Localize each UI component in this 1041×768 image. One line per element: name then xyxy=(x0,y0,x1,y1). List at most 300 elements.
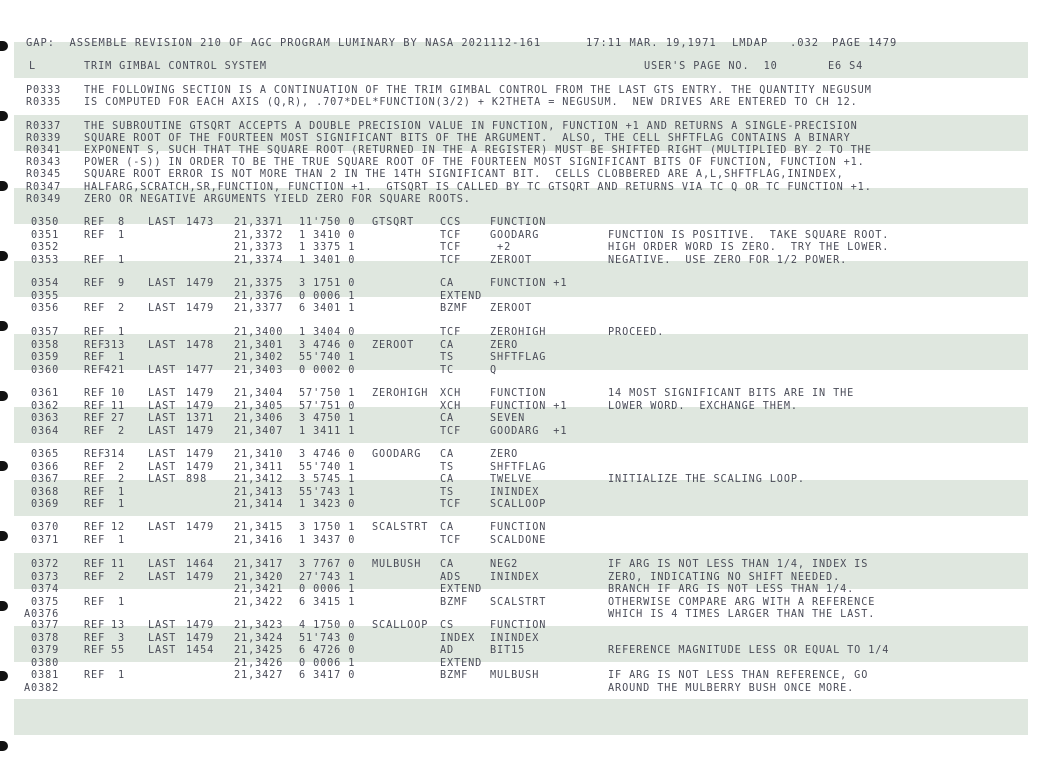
ref-count: 10 xyxy=(111,388,126,399)
opcode: TCF xyxy=(440,242,462,253)
address: 21,3375 xyxy=(234,278,284,289)
line-number: 0366 xyxy=(31,461,60,473)
remark: 14 MOST SIGNIFICANT BITS ARE IN THE xyxy=(608,388,855,399)
octal-code: 3 5745 1 xyxy=(299,474,356,485)
address: 21,3417 xyxy=(234,559,284,570)
last-page: 1479 xyxy=(186,400,215,412)
operand: FUNCTION +1 xyxy=(490,278,568,289)
greenbar-band xyxy=(14,699,1028,735)
line-number: 0381 xyxy=(31,670,60,681)
last-keyword: LAST xyxy=(148,632,177,644)
line-number: 0380 xyxy=(31,657,60,669)
line-number: 0351 xyxy=(31,229,60,241)
ref-count: 9 xyxy=(118,278,126,289)
label: ZEROOT xyxy=(372,339,415,351)
octal-code: 0 0006 1 xyxy=(299,290,356,302)
operand: GOODARG xyxy=(490,229,540,241)
line-number: 0371 xyxy=(31,534,60,546)
octal-code: 1 3411 1 xyxy=(299,425,356,437)
opcode: CA xyxy=(440,559,455,570)
operand: ZEROOT xyxy=(490,303,533,314)
operand: SHFTFLAG xyxy=(490,352,547,363)
feed-hole xyxy=(0,531,8,541)
ref-keyword: REF xyxy=(84,339,106,351)
last-page: 1479 xyxy=(186,303,215,314)
operand: FUNCTION xyxy=(490,620,547,631)
address: 21,3403 xyxy=(234,364,284,376)
line-number: 0379 xyxy=(31,645,60,656)
ref-keyword: REF xyxy=(84,364,106,376)
ref-keyword: REF xyxy=(84,620,106,631)
last-page: 1479 xyxy=(186,632,215,644)
label: MULBUSH xyxy=(372,559,422,570)
comment-line-text: IS COMPUTED FOR EACH AXIS (Q,R), .707*DEL*FUNCTION(3/2) + K2THETA = NEGUSUM. NEW DRIVES ARE ENTERED TO CH 12. xyxy=(84,97,858,108)
ref-count: 2 xyxy=(118,303,126,314)
octal-code: 1 3375 1 xyxy=(299,242,356,253)
subheader-letter: L xyxy=(29,61,37,72)
ref-keyword: REF xyxy=(84,571,106,583)
label: GTSQRT xyxy=(372,217,415,228)
opcode: CA xyxy=(440,474,455,485)
opcode: TS xyxy=(440,352,455,363)
octal-code: 3 4746 0 xyxy=(299,339,356,351)
comment-line-id: R0337 xyxy=(26,121,62,132)
operand: ZEROOT xyxy=(490,254,533,266)
opcode: BZMF xyxy=(440,303,469,314)
operand: SCALLOOP xyxy=(490,499,547,510)
ref-count: 313 xyxy=(104,339,126,351)
address: 21,3405 xyxy=(234,400,284,412)
operand: SCALSTRT xyxy=(490,596,547,608)
ref-keyword: REF xyxy=(84,670,106,681)
line-number: 0350 xyxy=(31,217,60,228)
operand: ZERO xyxy=(490,339,519,351)
address: 21,3425 xyxy=(234,645,284,656)
comment-line-text: POWER (-S)) IN ORDER TO BE THE TRUE SQUARE ROOT OF THE FOURTEEN MOST SIGNIFICANT BITS OF FUNCTION, FUNCTION +1. xyxy=(84,157,865,169)
opcode: BZMF xyxy=(440,596,469,608)
line-number: 0370 xyxy=(31,522,60,533)
ref-count: 2 xyxy=(118,474,126,485)
ref-count: 1 xyxy=(118,670,126,681)
remark: NEGATIVE. USE ZERO FOR 1/2 POWER. xyxy=(608,254,848,266)
ref-keyword: REF xyxy=(84,559,106,570)
comment-line-text: THE FOLLOWING SECTION IS A CONTINUATION OF THE TRIM GIMBAL CONTROL FROM THE LAST GTS ENTRY. THE QUANTITY NEGUSUM xyxy=(84,85,872,96)
comment-line-text: ZERO OR NEGATIVE ARGUMENTS YIELD ZERO FOR SQUARE ROOTS. xyxy=(84,193,471,205)
comment-line-id: R0343 xyxy=(26,157,62,169)
address: 21,3400 xyxy=(234,327,284,338)
remark: IF ARG IS NOT LESS THAN 1/4, INDEX IS xyxy=(608,559,869,570)
octal-code: 57'750 1 xyxy=(299,388,356,399)
last-keyword: LAST xyxy=(148,339,177,351)
subheader-title: TRIM GIMBAL CONTROL SYSTEM xyxy=(84,61,267,72)
operand: FUNCTION xyxy=(490,522,547,533)
feed-hole xyxy=(0,181,8,191)
last-page: 1477 xyxy=(186,364,215,376)
opcode: AD xyxy=(440,645,455,656)
last-keyword: LAST xyxy=(148,388,177,399)
operand: MULBUSH xyxy=(490,670,540,681)
last-keyword: LAST xyxy=(148,522,177,533)
octal-code: 55'740 1 xyxy=(299,352,356,363)
ref-count: 1 xyxy=(118,254,126,266)
ref-keyword: REF xyxy=(84,388,106,399)
opcode: TCF xyxy=(440,534,462,546)
address: 21,3416 xyxy=(234,534,284,546)
subheader-section: E6 S4 xyxy=(828,61,864,72)
last-page: 1479 xyxy=(186,388,215,399)
line-number: 0369 xyxy=(31,499,60,510)
comment-line-text: SQUARE ROOT OF THE FOURTEEN MOST SIGNIFICANT BITS OF THE ARGUMENT. ALSO, THE CELL SHFTFLAG CONTAINS A BINARY xyxy=(84,133,851,145)
line-number: 0357 xyxy=(31,327,60,338)
ref-keyword: REF xyxy=(84,645,106,656)
remark: AROUND THE MULBERRY BUSH ONCE MORE. xyxy=(608,682,855,694)
address: 21,3377 xyxy=(234,303,284,314)
line-number: 0362 xyxy=(31,400,60,412)
octal-code: 6 3401 1 xyxy=(299,303,356,314)
octal-code: 3 1751 0 xyxy=(299,278,356,289)
ref-keyword: REF xyxy=(84,522,106,533)
last-keyword: LAST xyxy=(148,474,177,485)
remark: LOWER WORD. EXCHANGE THEM. xyxy=(608,400,798,412)
operand: BIT15 xyxy=(490,645,526,656)
opcode: TC xyxy=(440,364,455,376)
opcode: TCF xyxy=(440,425,462,437)
ref-count: 13 xyxy=(111,620,126,631)
opcode: EXTEND xyxy=(440,584,483,595)
ref-keyword: REF xyxy=(84,254,106,266)
address: 21,3424 xyxy=(234,632,284,644)
ref-count: 1 xyxy=(118,486,126,498)
address: 21,3414 xyxy=(234,499,284,510)
operand: SEVEN xyxy=(490,413,526,424)
octal-code: 27'743 1 xyxy=(299,571,356,583)
remark: FUNCTION IS POSITIVE. TAKE SQUARE ROOT. xyxy=(608,229,890,241)
subheader-user-page: USER'S PAGE NO. 10 xyxy=(644,61,778,72)
operand: TWELVE xyxy=(490,474,533,485)
opcode: CA xyxy=(440,522,455,533)
ref-keyword: REF xyxy=(84,229,106,241)
address: 21,3406 xyxy=(234,413,284,424)
comment-line-text: SQUARE ROOT ERROR IS NOT MORE THAN 2 IN THE 14TH SIGNIFICANT BIT. CELLS CLOBBERED ARE A,L,SHFTFLAG,ININDEX, xyxy=(84,169,844,181)
address: 21,3423 xyxy=(234,620,284,631)
ref-keyword: REF xyxy=(84,327,106,338)
operand: SCALDONE xyxy=(490,534,547,546)
header-time: 17:11 MAR. 19,1971 xyxy=(586,37,717,49)
last-keyword: LAST xyxy=(148,425,177,437)
ref-keyword: REF xyxy=(84,278,106,289)
line-number: 0360 xyxy=(31,364,60,376)
line-number: 0368 xyxy=(31,486,60,498)
octal-code: 6 3417 0 xyxy=(299,670,356,681)
last-page: 1464 xyxy=(186,559,215,570)
line-number: 0375 xyxy=(31,596,60,608)
address: 21,3371 xyxy=(234,217,284,228)
last-page: 898 xyxy=(186,474,208,485)
octal-code: 0 0006 1 xyxy=(299,584,356,595)
address: 21,3402 xyxy=(234,352,284,363)
opcode: CA xyxy=(440,449,455,460)
opcode: CA xyxy=(440,339,455,351)
opcode: XCH xyxy=(440,388,462,399)
ref-keyword: REF xyxy=(84,425,106,437)
ref-keyword: REF xyxy=(84,534,106,546)
ref-count: 314 xyxy=(104,449,126,460)
line-number: 0367 xyxy=(31,474,60,485)
address: 21,3415 xyxy=(234,522,284,533)
ref-count: 421 xyxy=(104,364,126,376)
operand: ININDEX xyxy=(490,632,540,644)
label: ZEROHIGH xyxy=(372,388,429,399)
last-page: 1479 xyxy=(186,620,215,631)
opcode: INDEX xyxy=(440,632,476,644)
ref-keyword: REF xyxy=(84,217,106,228)
operand: ININDEX xyxy=(490,486,540,498)
feed-hole xyxy=(0,41,8,51)
feed-hole xyxy=(0,251,8,261)
line-number: 0377 xyxy=(31,620,60,631)
line-number: 0374 xyxy=(31,584,60,595)
ref-count: 11 xyxy=(111,400,126,412)
address: 21,3420 xyxy=(234,571,284,583)
opcode: BZMF xyxy=(440,670,469,681)
octal-code: 3 4746 0 xyxy=(299,449,356,460)
line-number: 0352 xyxy=(31,242,60,253)
octal-code: 0 0006 1 xyxy=(299,657,356,669)
opcode: TCF xyxy=(440,499,462,510)
opcode: TS xyxy=(440,486,455,498)
remark: HIGH ORDER WORD IS ZERO. TRY THE LOWER. xyxy=(608,242,890,253)
ref-keyword: REF xyxy=(84,474,106,485)
ref-keyword: REF xyxy=(84,499,106,510)
ref-count: 3 xyxy=(118,632,126,644)
last-keyword: LAST xyxy=(148,461,177,473)
comment-line-text: HALFARG,SCRATCH,SR,FUNCTION, FUNCTION +1. GTSQRT IS CALLED BY TC GTSQRT AND RETURNS VIA TC Q OR TC FUNCTION +1. xyxy=(84,181,872,193)
header-code: .032 xyxy=(790,37,820,49)
ref-count: 2 xyxy=(118,425,126,437)
opcode: EXTEND xyxy=(440,290,483,302)
octal-code: 1 3423 0 xyxy=(299,499,356,510)
line-number: 0373 xyxy=(31,571,60,583)
last-keyword: LAST xyxy=(148,413,177,424)
ref-count: 2 xyxy=(118,461,126,473)
ref-keyword: REF xyxy=(84,413,106,424)
line-number: 0361 xyxy=(31,388,60,399)
remark: REFERENCE MAGNITUDE LESS OR EQUAL TO 1/4 xyxy=(608,645,890,656)
octal-code: 3 1750 1 xyxy=(299,522,356,533)
address: 21,3410 xyxy=(234,449,284,460)
line-number: 0372 xyxy=(31,559,60,570)
address: 21,3413 xyxy=(234,486,284,498)
opcode: CA xyxy=(440,278,455,289)
octal-code: 55'740 1 xyxy=(299,461,356,473)
octal-code: 6 4726 0 xyxy=(299,645,356,656)
comment-line-text: EXPONENT S, SUCH THAT THE SQUARE ROOT (RETURNED IN THE A REGISTER) MUST BE SHIFTED RIGHT (MULTIPLIED BY 2 TO THE xyxy=(84,145,872,157)
ref-count: 1 xyxy=(118,229,126,241)
remark: PROCEED. xyxy=(608,327,665,338)
feed-hole xyxy=(0,461,8,471)
ref-count: 1 xyxy=(118,327,126,338)
opcode: EXTEND xyxy=(440,657,483,669)
ref-keyword: REF xyxy=(84,461,106,473)
last-keyword: LAST xyxy=(148,364,177,376)
last-page: 1478 xyxy=(186,339,215,351)
feed-hole xyxy=(0,391,8,401)
feed-hole xyxy=(0,601,8,611)
octal-code: 3 7767 0 xyxy=(299,559,356,570)
comment-line-id: R0347 xyxy=(26,181,62,193)
ref-keyword: REF xyxy=(84,596,106,608)
ref-keyword: REF xyxy=(84,303,106,314)
line-number: 0364 xyxy=(31,425,60,437)
line-number: 0378 xyxy=(31,632,60,644)
octal-code: 3 4750 1 xyxy=(299,413,356,424)
feed-hole xyxy=(0,321,8,331)
last-page: 1479 xyxy=(186,278,215,289)
address: 21,3427 xyxy=(234,670,284,681)
octal-code: 57'751 0 xyxy=(299,400,356,412)
remark: BRANCH IF ARG IS NOT LESS THAN 1/4. xyxy=(608,584,855,595)
remark: ZERO, INDICATING NO SHIFT NEEDED. xyxy=(608,571,841,583)
operand: ININDEX xyxy=(490,571,540,583)
feed-hole xyxy=(0,111,8,121)
octal-code: 0 0002 0 xyxy=(299,364,356,376)
address: 21,3376 xyxy=(234,290,284,302)
octal-code: 1 3404 0 xyxy=(299,327,356,338)
address: 21,3401 xyxy=(234,339,284,351)
line-number: 0353 xyxy=(31,254,60,266)
ref-count: 1 xyxy=(118,534,126,546)
header-page-number: PAGE 1479 xyxy=(832,37,898,49)
label: SCALLOOP xyxy=(372,620,429,631)
opcode: XCH xyxy=(440,400,462,412)
opcode: TCF xyxy=(440,327,462,338)
remark: OTHERWISE COMPARE ARG WITH A REFERENCE xyxy=(608,596,876,608)
opcode: TS xyxy=(440,461,455,473)
operand: FUNCTION +1 xyxy=(490,400,568,412)
line-number: 0359 xyxy=(31,352,60,363)
ref-count: 1 xyxy=(118,499,126,510)
last-page: 1479 xyxy=(186,425,215,437)
last-keyword: LAST xyxy=(148,303,177,314)
line-number: 0354 xyxy=(31,278,60,289)
operand: ZERO xyxy=(490,449,519,460)
ref-keyword: REF xyxy=(84,449,106,460)
label: SCALSTRT xyxy=(372,522,429,533)
line-number: 0355 xyxy=(31,290,60,302)
ref-count: 1 xyxy=(118,352,126,363)
address: 21,3407 xyxy=(234,425,284,437)
comment-line-id: R0341 xyxy=(26,145,62,157)
last-keyword: LAST xyxy=(148,449,177,460)
last-page: 1479 xyxy=(186,571,215,583)
header-user: LMDAP xyxy=(732,37,769,49)
last-keyword: LAST xyxy=(148,620,177,631)
ref-count: 12 xyxy=(111,522,126,533)
operand: ZEROHIGH xyxy=(490,327,547,338)
address: 21,3373 xyxy=(234,242,284,253)
octal-code: 1 3437 0 xyxy=(299,534,356,546)
octal-code: 1 3401 0 xyxy=(299,254,356,266)
last-page: 1479 xyxy=(186,461,215,473)
ref-keyword: REF xyxy=(84,400,106,412)
label: GOODARG xyxy=(372,449,422,460)
comment-line-id: R0349 xyxy=(26,193,62,205)
operand: +2 xyxy=(490,242,512,253)
ref-count: 27 xyxy=(111,413,126,424)
address: 21,3404 xyxy=(234,388,284,399)
last-keyword: LAST xyxy=(148,278,177,289)
address: 21,3422 xyxy=(234,596,284,608)
opcode: CA xyxy=(440,413,455,424)
ref-count: 8 xyxy=(118,217,126,228)
remark: WHICH IS 4 TIMES LARGER THAN THE LAST. xyxy=(608,609,876,620)
octal-code: 4 1750 0 xyxy=(299,620,356,631)
line-number: A0376 xyxy=(24,609,60,620)
address: 21,3412 xyxy=(234,474,284,485)
operand: SHFTFLAG xyxy=(490,461,547,473)
octal-code: 6 3415 1 xyxy=(299,596,356,608)
octal-code: 55'743 1 xyxy=(299,486,356,498)
comment-line-text: THE SUBROUTINE GTSQRT ACCEPTS A DOUBLE PRECISION VALUE IN FUNCTION, FUNCTION +1 AND RETURNS A SINGLE-PRECISION xyxy=(84,121,858,132)
ref-keyword: REF xyxy=(84,632,106,644)
feed-hole xyxy=(0,741,8,751)
address: 21,3411 xyxy=(234,461,284,473)
last-page: 1479 xyxy=(186,449,215,460)
last-keyword: LAST xyxy=(148,559,177,570)
operand: NEG2 xyxy=(490,559,519,570)
last-page: 1479 xyxy=(186,522,215,533)
header-title: GAP: ASSEMBLE REVISION 210 OF AGC PROGRAM LUMINARY BY NASA 2021112-161 xyxy=(26,37,542,49)
line-number: 0356 xyxy=(31,303,60,314)
opcode: TCF xyxy=(440,229,462,241)
address: 21,3374 xyxy=(234,254,284,266)
ref-count: 2 xyxy=(118,571,126,583)
octal-code: 1 3410 0 xyxy=(299,229,356,241)
ref-count: 11 xyxy=(111,559,126,570)
remark: INITIALIZE THE SCALING LOOP. xyxy=(608,474,805,485)
last-keyword: LAST xyxy=(148,217,177,228)
operand: FUNCTION xyxy=(490,217,547,228)
opcode: ADS xyxy=(440,571,462,583)
opcode: CCS xyxy=(440,217,462,228)
opcode: TCF xyxy=(440,254,462,266)
comment-line-id: P0333 xyxy=(26,85,62,96)
address: 21,3372 xyxy=(234,229,284,241)
comment-line-id: R0335 xyxy=(26,97,62,108)
comment-line-id: R0345 xyxy=(26,169,62,181)
last-page: 1473 xyxy=(186,217,215,228)
ref-keyword: REF xyxy=(84,352,106,363)
line-number: 0358 xyxy=(31,339,60,351)
last-keyword: LAST xyxy=(148,571,177,583)
address: 21,3421 xyxy=(234,584,284,595)
ref-count: 1 xyxy=(118,596,126,608)
opcode: CS xyxy=(440,620,455,631)
octal-code: 11'750 0 xyxy=(299,217,356,228)
feed-hole xyxy=(0,671,8,681)
operand: FUNCTION xyxy=(490,388,547,399)
line-number: 0363 xyxy=(31,413,60,424)
operand: GOODARG +1 xyxy=(490,425,568,437)
last-page: 1454 xyxy=(186,645,215,656)
ref-count: 55 xyxy=(111,645,126,656)
remark: IF ARG IS NOT LESS THAN REFERENCE, GO xyxy=(608,670,869,681)
line-number: 0365 xyxy=(31,449,60,460)
last-keyword: LAST xyxy=(148,645,177,656)
octal-code: 51'743 0 xyxy=(299,632,356,644)
operand: Q xyxy=(490,364,498,376)
ref-keyword: REF xyxy=(84,486,106,498)
